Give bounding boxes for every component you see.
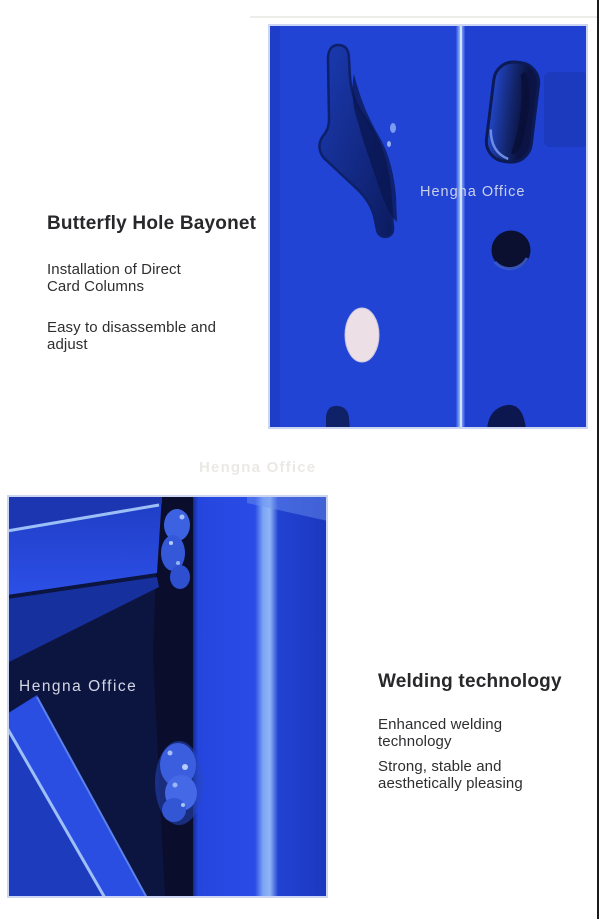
slot-glint-small bbox=[387, 141, 391, 147]
welding-para-2: Strong, stable and aesthetically pleasing bbox=[378, 758, 523, 792]
bayonet-para-2: Easy to disassemble and adjust bbox=[47, 319, 217, 353]
slot-glint bbox=[390, 123, 396, 133]
photo-watermark: Hengna Office bbox=[420, 184, 526, 200]
white-plug-hole bbox=[345, 308, 379, 362]
bayonet-upright-photo bbox=[268, 24, 588, 429]
column-face bbox=[193, 495, 328, 898]
welding-para-1: Enhanced welding technology bbox=[378, 716, 503, 750]
welding-heading: Welding technology bbox=[378, 671, 562, 692]
upright-left-face bbox=[268, 24, 462, 429]
right-face-shade-patch bbox=[544, 72, 588, 147]
bend-ridge-core bbox=[460, 24, 462, 429]
divider-smudge bbox=[250, 16, 597, 18]
photo-watermark: Hengna Office bbox=[19, 678, 138, 695]
page-right-border-line bbox=[597, 0, 599, 919]
weld-seam-lower bbox=[155, 741, 203, 825]
welding-joint-photo bbox=[7, 495, 328, 898]
bayonet-heading: Butterfly Hole Bayonet bbox=[47, 213, 257, 234]
bayonet-para-1: Installation of Direct Card Columns bbox=[47, 261, 181, 295]
middle-watermark: Hengna Office bbox=[199, 459, 317, 476]
